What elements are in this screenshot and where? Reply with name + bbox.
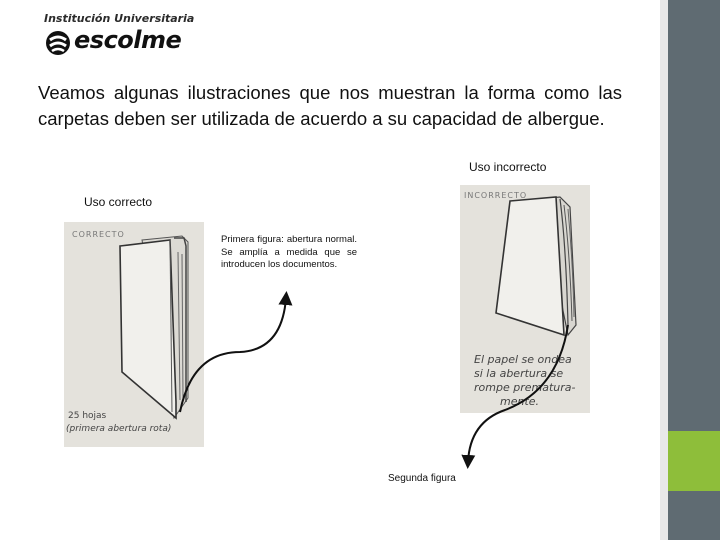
photo-incorrect-line2: si la abertura se	[474, 367, 564, 380]
sidebar-accent-block	[668, 431, 720, 491]
label-segunda-figura: Segunda figura	[388, 473, 456, 484]
first-figure-caption: Primera figura: abertura normal. Se amplía a medida que se introducen los documentos.	[221, 234, 357, 270]
photo-incorrect-line1: El papel se ondea	[474, 353, 572, 366]
photo-correct-line2: (primera abertura rota)	[66, 424, 172, 434]
photo-correct-use	[64, 222, 204, 447]
escolme-logo	[44, 12, 194, 60]
label-uso-incorrecto: Uso incorrecto	[469, 160, 547, 174]
label-uso-correcto: Uso correcto	[84, 195, 153, 209]
logo-name-text: escolme	[74, 26, 182, 54]
photo-incorrect-line3: rompe prematura-	[474, 381, 576, 394]
logo-institution-text: Institución Universitaria	[44, 12, 195, 25]
photo-incorrect-heading: INCORRECTO	[464, 191, 528, 200]
photo-correct-heading: CORRECTO	[72, 230, 125, 239]
logo-mark-icon	[44, 28, 74, 58]
intro-paragraph: Veamos algunas ilustraciones que nos muestran la forma como las carpetas deben ser utilizada de acuerdo a su capacidad de albergue.	[38, 82, 622, 129]
photo-incorrect-line4: mente.	[500, 395, 540, 408]
photo-correct-line1: 25 hojas	[68, 411, 107, 421]
sidebar-edge	[660, 0, 668, 540]
photo-incorrect-use	[460, 185, 590, 413]
